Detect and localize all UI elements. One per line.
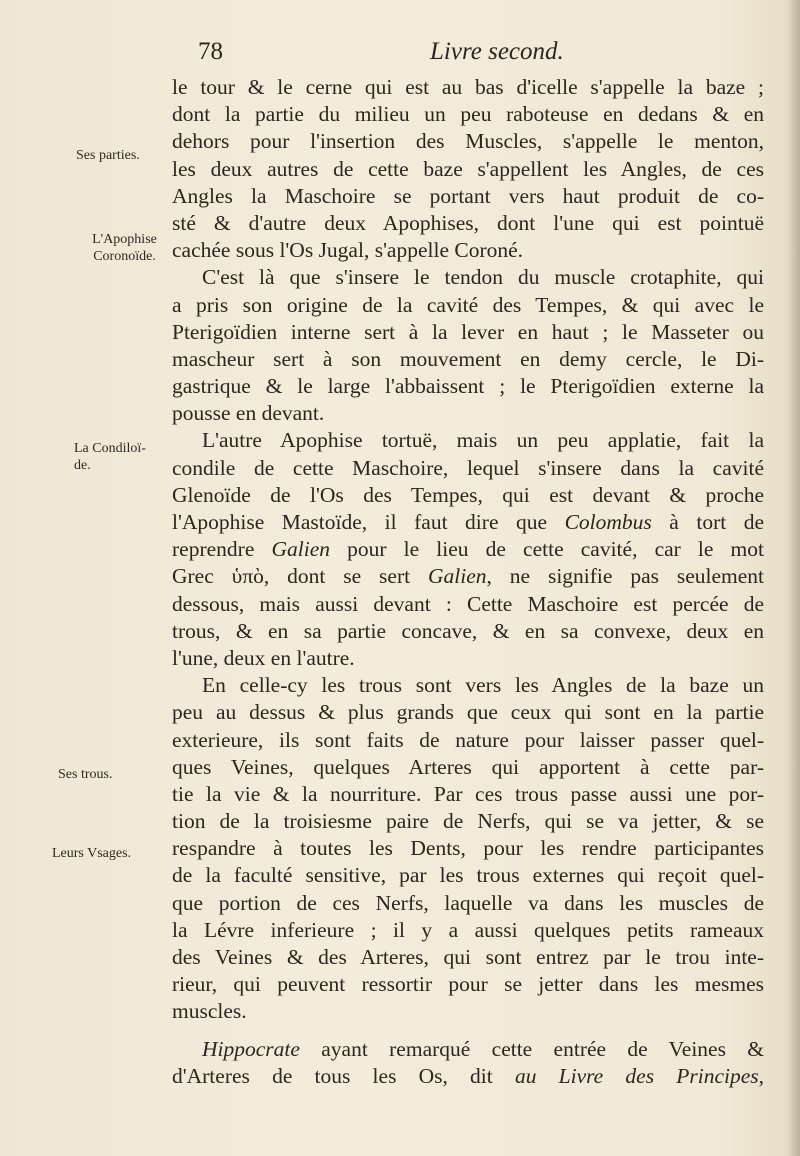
greek-word: ὑπὸ — [231, 564, 264, 589]
text-line: sté & d'autre deux Apophises, dont l'une qui est pointuë — [172, 210, 764, 235]
text-line: les deux autres de cette baze s'appellent les Angles, de ces — [172, 156, 764, 181]
paragraph-2 — [172, 264, 764, 427]
page-header — [0, 38, 800, 72]
paragraph-1 — [172, 74, 764, 264]
text-line: dehors pour l'insertion des Muscles, s'appelle le menton, — [172, 129, 764, 154]
text-line: peu au dessus & plus grands que ceux qui sont en la partie — [172, 700, 764, 725]
text-line: tion de la troisiesme paire de Nerfs, qui se va jetter, & se — [172, 809, 764, 834]
body-text — [172, 74, 764, 1090]
text-line: dessous, mais aussi devant : Cette Maschoire est percée de — [172, 591, 764, 616]
text-line: l'Apophise Mastoïde, il faut dire que Colombus à tort de — [172, 510, 764, 534]
text-line: C'est là que s'insere le tendon du muscle crotaphite, qui — [202, 265, 764, 290]
text-line: des Veines & des Arteres, qui sont entrez par le trou inte- — [172, 945, 764, 969]
text-line: de la faculté sensitive, par les trous externes qui reçoit quel- — [172, 863, 764, 888]
text-line: tie la vie & la nourriture. Par ces trous passe aussi une por- — [172, 781, 764, 806]
colombus-name: Colombus — [564, 510, 652, 534]
text-line: exterieure, ils sont faits de nature pour laisser passer quel- — [172, 727, 764, 752]
text-line: ques Veines, quelques Arteres qui apportent à cette par- — [172, 754, 764, 779]
text-line: le tour & le cerne qui est au bas d'icelle s'appelle la baze ; — [172, 75, 764, 99]
margin-note-parties: Ses parties. — [76, 148, 140, 163]
text-line: trous, & en sa partie concave, & en sa convexe, deux en — [172, 618, 764, 643]
paragraph-5 — [172, 1036, 764, 1090]
text-line: reprendre Galien pour le lieu de cette cavité, car le mot — [172, 537, 764, 562]
galien-name: Galien — [428, 564, 487, 589]
text-line: respandre à toutes les Dents, pour les rendre participantes — [172, 836, 764, 861]
text-line: a pris son origine de la cavité des Tempes, & qui avec le — [172, 292, 764, 317]
text-line: gastrique & le large l'abbaissent ; le Pterigoïdien externe la — [172, 374, 764, 399]
text-line: d'Arteres de tous les Os, dit au Livre des Principes, — [172, 1063, 764, 1088]
page-edge-shadow — [786, 0, 800, 1156]
text-line: Angles la Maschoire se portant vers haut produit de co- — [172, 183, 764, 208]
text-line: En celle-cy les trous sont vers les Angles de la baze un — [202, 673, 764, 698]
text-line: condile de cette Maschoire, lequel s'insere dans la cavité — [172, 455, 764, 480]
text-line: mascheur sert à son mouvement en demy cercle, le Di- — [172, 346, 764, 371]
text-line: l'une, deux en l'autre. — [172, 645, 355, 670]
page-number: 78 — [198, 38, 223, 65]
text-line: Grec ὑπὸ, dont se sert Galien, ne signifie pas seulement — [172, 564, 764, 589]
margin-note-trous: Ses trous. — [58, 767, 113, 782]
text-line: muscles. — [172, 999, 247, 1024]
hippocrate-name: Hippocrate — [202, 1036, 300, 1061]
text-line: Glenoïde de l'Os des Tempes, qui est devant & proche — [172, 482, 764, 507]
text-line: la Lévre inferieure ; il y a aussi quelques petits rameaux — [172, 917, 764, 942]
text-line: que portion de ces Nerfs, laquelle va dans les muscles de — [172, 890, 764, 915]
paragraph-3 — [172, 427, 764, 672]
book-title: Livre des Principes — [558, 1063, 759, 1088]
margin-note-apophise: L'Apophise Coronoïde. — [92, 232, 157, 264]
running-title: Livre second. — [430, 38, 564, 65]
margin-note-usages: Leurs Vsages. — [52, 846, 132, 861]
galien-name: Galien — [271, 537, 331, 562]
text-line: rieur, qui peuvent ressortir pour se jetter dans les mesmes — [172, 972, 764, 997]
text-line: Pterigoïdien interne sert à la lever en haut ; le Masseter ou — [172, 319, 764, 344]
paragraph-4 — [172, 672, 764, 1025]
text-line: Hippocrate ayant remarqué cette entrée de Veines & — [202, 1036, 764, 1061]
margin-note-condiloide: La Condiloï- de. — [74, 441, 146, 473]
text-line: cachée sous l'Os Jugal, s'appelle Coroné. — [172, 238, 524, 263]
text-line: L'autre Apophise tortuë, mais un peu applatie, fait la — [202, 428, 764, 453]
text-line: dont la partie du milieu un peu raboteuse en dedans & en — [172, 102, 764, 127]
text-line: pousse en devant. — [172, 401, 325, 426]
